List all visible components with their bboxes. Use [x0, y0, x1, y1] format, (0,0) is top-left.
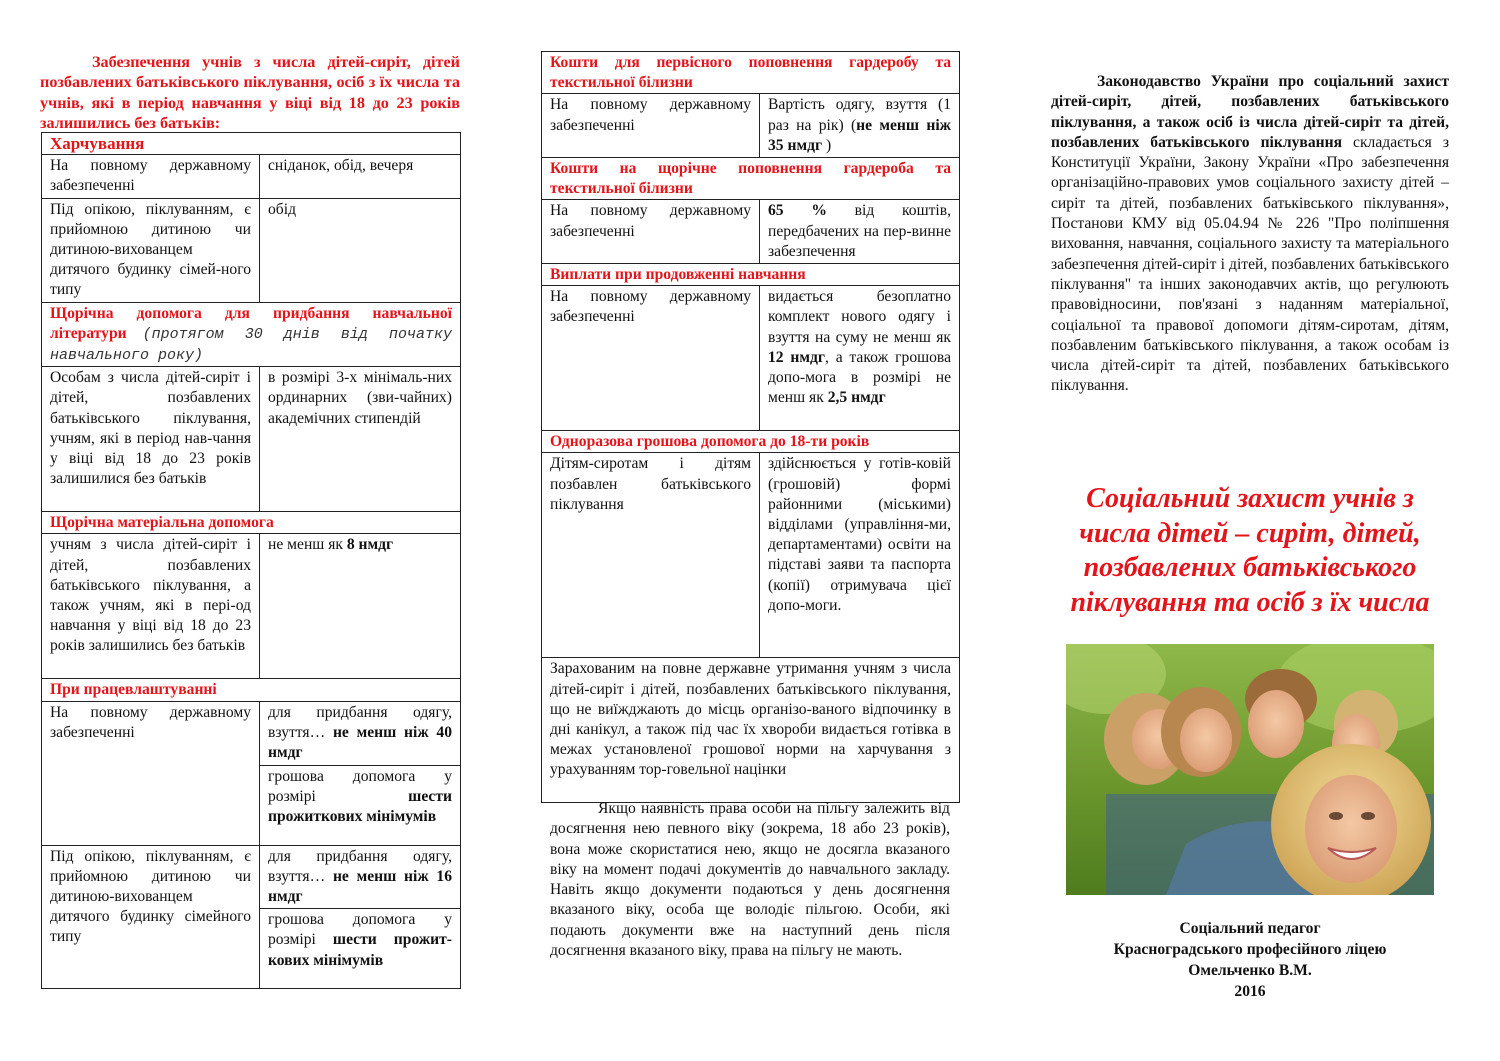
continued-what-amount-2: 2,5 нмдг [827, 389, 886, 407]
section-books-title: Щорічна допомога для придбання навчальної літератури [50, 304, 452, 342]
annual-what-amount: 8 нмдг [346, 536, 394, 554]
group-photo [1066, 644, 1434, 895]
signature-year: 2016 [1234, 983, 1266, 1000]
employment-cash-1-amount: шести прожиткових мінімумів [268, 787, 452, 826]
food-who-2: Під опікою, піклуванням, є прийомною дитиною чи дитиною-вихованцем дитячого будинку сімей-ного типу [42, 198, 260, 302]
continued-what-text: видається безоплатно комплект нового одягу і взуття на суму не менш як [768, 288, 951, 346]
continued-what-mid: , а також грошова допо-мога в розмірі не менш як [768, 348, 951, 407]
intro-text: Забезпечення учнів з числа дітей-сиріт, дітей позбавлених батьківського піклування, осіб з їх числа та учнів, які в період навчання у віці від 18 до 23 років залишились без батьків: [40, 53, 460, 132]
vacation-note: Зарахованим на повне державне утримання учням з числа дітей-сиріт і дітей, позбавлених батьківського піклування, що не виїжджають до місць організо-ваного відпочинку в дні канікул, а також під час їх хвороби видається готівка в межах установленої грошової норми на харчування з урахуванням тор-говельної націнки [542, 658, 960, 803]
employment-cash-1-text: грошова допомога у розмірі [268, 767, 452, 805]
books-what: в розмірі 3-х мінімаль-них ординарних (зви-чайних) академічних стипендій [260, 367, 461, 512]
section-initial-wardrobe: Кошти для первісного поповнення гардеробу та текстильної білизни [542, 52, 960, 94]
continued-who: На повному державному забезпеченні [542, 286, 760, 431]
section-annual: Щорічна матеріальна допомога [42, 512, 461, 534]
benefits-table-left [41, 132, 461, 989]
signature-name: Омельченко В.М. [1188, 962, 1312, 979]
section-continued-study: Виплати при продовженні навчання [542, 264, 960, 286]
signature-block [1051, 918, 1449, 1002]
section-yearly-wardrobe: Кошти на щорічне поповнення гардероба та текстильної білизни [542, 158, 960, 200]
employment-clothes-1 [260, 701, 461, 765]
employment-cash-2-amount: шести прожит-кових мінімумів [268, 931, 452, 969]
initial-what-close: ) [822, 136, 832, 154]
annual-what [260, 534, 461, 679]
section-one-time: Одноразова грошова допомога до 18-ти років [542, 431, 960, 453]
continued-what [760, 286, 960, 431]
employment-cash-2-text: грошова допомога у розмірі [268, 911, 452, 949]
employment-clothes-2-text: для придбання одягу, взуття… [268, 847, 452, 885]
section-employment: При працевлаштуванні [42, 679, 461, 701]
legislation-text: складається з Конституції України, Закону України «Про забезпечення організаційно-правових умов соціального захисту дітей – сиріт та дітей, позбавлених батьківського піклування», Постанови КМУ від 05.04.94 № 226 "Про поліпшення виховання, навчання, соціального захисту та матеріального забезпечення дітей-сиріт і дітей, позбавлених батьківського піклування" та інших законодавчих актів, що регулюють правовідносини, пов'язані з наданням матеріальної, соціальної та правової допомоги дітям-сиротам, дітям, позбавленим батьківського піклування, а також особам із числа дітей-сиріт та дітей, позбавлених батьківського піклування. [1051, 133, 1449, 395]
signature-role: Соціальний педагог [1179, 920, 1321, 937]
section-books [42, 302, 461, 367]
section-books-note: (протягом 30 днів від початку навчального року) [50, 325, 452, 365]
food-who-1: На повному державному забезпеченні [42, 155, 260, 198]
employment-who-2: Під опікою, піклуванням, є прийомною дитиною чи дитиною-вихованцем дитячого будинку сімейного типу [42, 845, 260, 989]
initial-what [760, 94, 960, 158]
intro-heading [40, 52, 460, 133]
section-food: Харчування [42, 133, 461, 155]
signature-organization: Красноградського професійного ліцею [1113, 941, 1387, 958]
yearly-what [760, 200, 960, 264]
initial-what-amount: не менш ніж 35 нмдг [768, 116, 951, 154]
yearly-what-percent: 65 % [768, 202, 827, 220]
one-time-what: здійснюється у готів-ковій (грошовій) формі районними (міськими) відділами (управління-ми, департаментами) освіти на підставі заяви та паспорта (копії) отримувача цієї допо-моги. [760, 453, 960, 658]
continued-what-amount-1: 12 нмдг [768, 348, 825, 366]
books-who: Особам з числа дітей-сиріт і дітей, позбавлених батьківського піклування, учням, які в період нав-чання у віці від 18 до 23 років залишилися без батьків [42, 367, 260, 512]
age-note-text: Якщо наявність права особи на пільгу залежить від досягнення нею певного віку (зокрема, 18 або 23 років), вона може скористатися нею, якщо не досягла вказаного віку на момент подачі документів до навчального закладу. Навіть якщо документи подаються у день досягнення вказаного віку, особа ще володіє пільгою. Особи, які подають документи вже на наступний день після досягнення вказаного віку, права на пільгу не мають. [550, 800, 950, 960]
age-note [550, 799, 950, 961]
employment-cash-1 [260, 765, 461, 845]
initial-what-text: Вартість одягу, взуття (1 раз на рік) ( [768, 96, 951, 134]
employment-clothes-2-amount: не менш ніж 16 нмдг [268, 867, 452, 906]
legislation-bold: Законодавство України про соціальний захист дітей-сиріт, дітей, позбавлених батьківського піклування, а також осіб із числа дітей-сиріт та дітей, позбавлених батьківського піклування [1051, 73, 1449, 151]
employment-clothes-1-text: для придбання одягу, взуття… [268, 703, 452, 741]
one-time-who: Дітям-сиротам і дітям позбавлен батьківського піклування [542, 453, 760, 658]
employment-cash-2 [260, 909, 461, 989]
initial-who: На повному державному забезпеченні [542, 94, 760, 158]
annual-what-text: не менш як [268, 536, 347, 554]
legislation-paragraph [1051, 72, 1449, 397]
yearly-what-text: від коштів, передбачених на пер-винне забезпечення [768, 202, 951, 260]
annual-who: учням з числа дітей-сиріт і дітей, позбавлених батьківського піклування, а також учням, які в пері-од навчання у віці від 18 до 23 років залишились без батьків [42, 534, 260, 679]
employment-who-1: На повному державному забезпеченні [42, 701, 260, 845]
brochure-title: Соціальний захист учнів з числа дітей – сиріт, дітей, позбавлених батьківського піклування та осіб з їх числа [1070, 483, 1430, 618]
food-what-1: сніданок, обід, вечеря [260, 155, 461, 198]
employment-clothes-1-amount: не менш ніж 40 нмдг [268, 723, 452, 762]
food-what-2: обід [260, 198, 461, 302]
benefits-table-middle [541, 51, 960, 803]
yearly-who: На повному державному забезпеченні [542, 200, 760, 264]
employment-clothes-2 [260, 845, 461, 909]
